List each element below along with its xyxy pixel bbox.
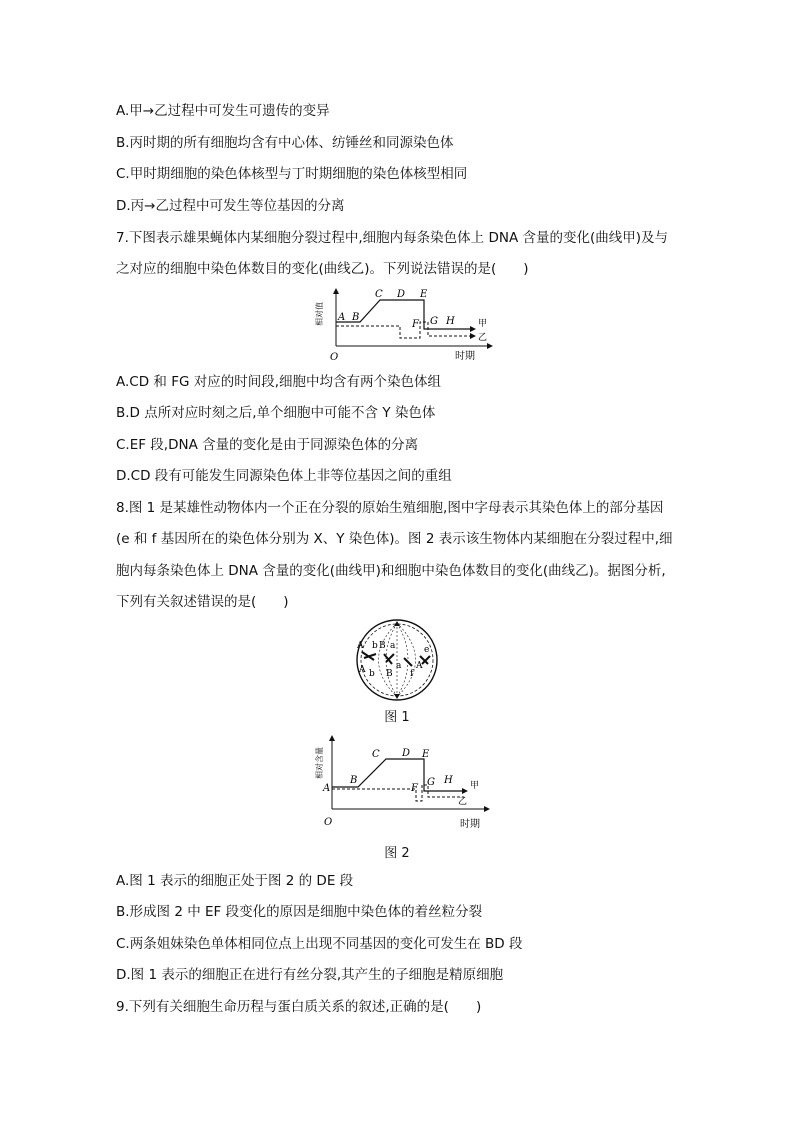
q8-point-a: A bbox=[323, 783, 331, 794]
q7-stem-line1: 7.下图表示雄果蝇体内某细胞分裂过程中,细胞内每条染色体上 DNA 含量的变化(曲线甲)及与 bbox=[116, 230, 669, 246]
q7-series-jia: 甲 bbox=[478, 319, 488, 329]
q8-curve-jia-arrow bbox=[462, 788, 468, 794]
q8-point-h: H bbox=[444, 775, 453, 786]
q8-stem-line3: 胞内每条染色体上 DNA 含量的变化(曲线甲)和细胞中染色体数目的变化(曲线乙)。据图分析, bbox=[116, 563, 666, 579]
gene-B-2: B bbox=[386, 669, 393, 679]
q7-option-d: D.CD 段有可能发生同源染色体上非等位基因之间的重组 bbox=[116, 468, 452, 484]
centrosome-bottom bbox=[394, 694, 400, 699]
q8-fig1-cell bbox=[350, 618, 444, 702]
q7-point-g: G bbox=[430, 316, 438, 327]
q8-ylabel: 相对含量 bbox=[315, 747, 324, 779]
q7-x-arrow bbox=[487, 343, 493, 349]
q8-y-arrow bbox=[329, 735, 335, 741]
q8-point-f: F bbox=[411, 783, 418, 794]
q8-option-d: D.图 1 表示的细胞正在进行有丝分裂,其产生的子细胞是精原细胞 bbox=[116, 967, 504, 983]
gene-b-2: b bbox=[369, 669, 375, 679]
q8-point-b: B bbox=[350, 775, 358, 786]
q8-origin: O bbox=[324, 817, 333, 828]
gene-a-lower-2: a bbox=[396, 661, 402, 671]
q8-stem-line2: (e 和 f 基因所在的染色体分别为 X、Y 染色体)。图 2 表示该生物体内某细胞在分裂过程中,细 bbox=[116, 531, 673, 547]
q8-option-b: B.形成图 2 中 EF 段变化的原因是细胞中染色体的着丝粒分裂 bbox=[116, 904, 483, 920]
gene-a-2: A bbox=[359, 665, 366, 675]
q7-point-b: B bbox=[352, 312, 360, 323]
q6-option-b: B.丙时期的所有细胞均含有中心体、纺锤丝和同源染色体 bbox=[116, 135, 454, 151]
q9-stem: 9.下列有关细胞生命历程与蛋白质关系的叙述,正确的是( ) bbox=[116, 999, 482, 1015]
q8-series-jia: 甲 bbox=[470, 781, 480, 791]
q8-fig2-caption: 图 2 bbox=[384, 846, 410, 861]
q8-option-c: C.两条姐妹染色单体相同位点上出现不同基因的变化可发生在 BD 段 bbox=[116, 936, 523, 952]
q7-curve-jia-arrow bbox=[470, 326, 476, 332]
q8-point-e: E bbox=[422, 749, 430, 760]
q8-series-yi: 乙 bbox=[458, 797, 468, 807]
q7-chart bbox=[312, 286, 502, 366]
q7-point-a: A bbox=[338, 312, 346, 323]
spindle-fibers bbox=[379, 623, 416, 697]
q8-point-g: G bbox=[427, 777, 435, 788]
q8-fig2-chart bbox=[312, 733, 502, 831]
q7-option-a: A.CD 和 FG 对应的时间段,细胞中均含有两个染色体组 bbox=[116, 374, 442, 390]
gene-b-1: b bbox=[372, 641, 378, 651]
q7-series-yi: 乙 bbox=[478, 333, 488, 343]
centrosome-top bbox=[394, 621, 400, 626]
q7-option-b: B.D 点所对应时刻之后,单个细胞中可能不含 Y 染色体 bbox=[116, 405, 436, 421]
q7-y-arrow bbox=[333, 288, 339, 294]
q8-option-a: A.图 1 表示的细胞正处于图 2 的 DE 段 bbox=[116, 873, 354, 889]
gene-a-1: A bbox=[357, 641, 364, 651]
q7-point-f: F bbox=[412, 319, 419, 330]
q7-xlabel: 时期 bbox=[455, 351, 475, 362]
q7-option-c: C.EF 段,DNA 含量的变化是由于同源染色体的分离 bbox=[116, 437, 419, 453]
gene-B-1: B bbox=[379, 641, 386, 651]
q8-x-arrow bbox=[484, 806, 490, 812]
q8-stem-line4: 下列有关叙述错误的是( ) bbox=[116, 594, 289, 610]
gene-a-3: A bbox=[416, 661, 423, 671]
gene-f: f bbox=[410, 669, 414, 679]
q6-option-c: C.甲时期细胞的染色体核型与丁时期细胞的染色体核型相同 bbox=[116, 166, 468, 182]
q7-point-e: E bbox=[420, 289, 428, 300]
q6-option-d: D.丙→乙过程中可发生等位基因的分离 bbox=[116, 198, 345, 214]
q8-point-c: C bbox=[372, 749, 380, 760]
q7-curve-yi-arrow bbox=[470, 333, 476, 339]
gene-a-lower-1: a bbox=[390, 641, 396, 651]
q7-ylabel: 相对值 bbox=[315, 302, 324, 326]
q6-option-a: A.甲→乙过程中可发生可遗传的变异 bbox=[116, 103, 330, 119]
q7-stem-line2: 之对应的细胞中染色体数目的变化(曲线乙)。下列说法错误的是( ) bbox=[116, 261, 529, 277]
q7-point-c: C bbox=[375, 289, 383, 300]
q8-xlabel: 时期 bbox=[460, 819, 480, 830]
q8-stem-line1: 8.图 1 是某雄性动物体内一个正在分裂的原始生殖细胞,图中字母表示其染色体上的部分基因 bbox=[116, 500, 664, 516]
q8-point-d: D bbox=[402, 748, 411, 759]
q7-point-d: D bbox=[397, 289, 406, 300]
gene-e: e bbox=[424, 645, 430, 655]
q8-fig1-caption: 图 1 bbox=[384, 710, 410, 725]
q7-origin: O bbox=[330, 352, 339, 363]
q7-point-h: H bbox=[446, 316, 455, 327]
